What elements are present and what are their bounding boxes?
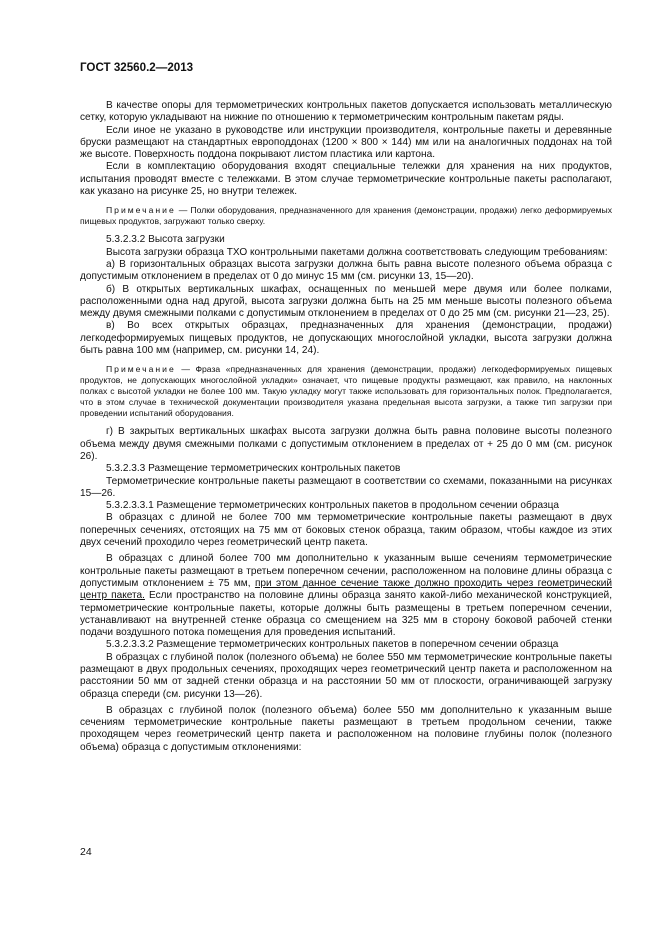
- document-header: ГОСТ 32560.2—2013: [80, 61, 194, 74]
- paragraph: Если иное не указано в руководстве или инструкции производителя, контрольные пакеты и деревянные бруски размещают на стандартных европоддонах (1200 × 800 × 144) мм или на аналогичных поддонах на той же высоте. Поверхность поддона покрывают листом пластика или картона.: [80, 124, 612, 161]
- section-heading: 5.3.2.3.3.1 Размещение термометрических контрольных пакетов в продольном сечении образца: [106, 500, 559, 512]
- paragraph: б) В открытых вертикальных шкафах, оснащенных по меньшей мере двумя или более полками, расположенными одна над другой, высота загрузки должна быть на 25 мм меньше высоты полезного объема между двумя смежными полками с допустимым отклонением в пределах от 0 до 25 мм (см. рисунки 21—23, 25).: [80, 283, 612, 320]
- paragraph: В образцах с длиной не более 700 мм термометрические контрольные пакеты размещают в двух поперечных сечениях, отстоящих на 75 мм от боковых стенок образца, таким образом, чтобы каждое из этих двух сечений проходило через геометрический центр пакета.: [80, 512, 612, 549]
- paragraph: в) Во всех открытых образцах, предназначенных для хранения (демонстрации, продажи) легкодеформируемых пищевых продуктов, не допускающих многослойной укладки, высота загрузки должна быть равна 100 мм (например, см. рисунки 14, 24).: [80, 320, 612, 357]
- section-heading: 5.3.2.3.2 Высота загрузки: [106, 234, 225, 246]
- underlined-text: при этом данное сечение также должно проходить через геометрический центр пакета.: [80, 577, 613, 602]
- paragraph: Если в комплектацию оборудования входят специальные тележки для хранения на них продуктов, испытания проводят вместе с тележками. В этом случае термометрические контрольные пакеты располагают, как указано на рисунке 25, но внутри тележек.: [80, 161, 612, 198]
- paragraph: В качестве опоры для термометрических контрольных пакетов допускается использовать металлическую сетку, которую укладывают на нижние по отношению к термометрическим контрольным пакетам ряды.: [80, 100, 612, 124]
- note-label: Примечание: [106, 205, 176, 216]
- note-label: Примечание: [106, 364, 176, 375]
- section-heading: 5.3.2.3.3 Размещение термометрических контрольных пакетов: [106, 463, 401, 475]
- paragraph: В образцах с глубиной полок (полезного объема) более 550 мм дополнительно к указанным выше сечениям термометрические контрольные пакеты размещают в третьем продольном сечении, также проходящем через геометрический центр пакета и расположенном на половине глубины полок (полезного объема) образца с допустимым отклонениями:: [80, 704, 612, 753]
- paragraph: а) В горизонтальных образцах высота загрузки должна быть равна высоте полезного объема образца с допустимым отклонением в пределах от 0 до минус 15 мм (см. рисунки 13, 15—20).: [80, 258, 612, 283]
- note: [80, 364, 612, 419]
- paragraph: [80, 553, 612, 639]
- page-number: 24: [80, 846, 92, 858]
- paragraph: Высота загрузки образца ТХО контрольными пакетами должна соответствовать следующим требованиям:: [106, 246, 608, 258]
- paragraph-text: Если пространство на половине длины образца занято какой-либо механической конструкцией, термометрические контрольные пакеты, которые должны быть размещены в третьем поперечном сечении, устанавливают на внутренней стенке образца со смещением на 325 мм в сторону боковой рабочей стенки подачи воздушного потока помещения для проведения испытаний.: [80, 590, 613, 639]
- note-text: — Фраза «предназначенных для хранения (демонстрации, продажи) легкодеформируемых пищевых продуктов, не допускающих многослойной укладки» означает, что пищевые продукты размещают, как правило, на наклонных полках с высотой укладки не более 100 мм. Такую укладку могут также использовать для горизонтальных полок. Предполагается, что в этом случае в технической документации производителя указана предельная высота загрузки, а также тип загрузки при проведении испытаний оборудования.: [80, 364, 612, 419]
- document-body: [80, 100, 612, 754]
- paragraph-text: В образцах с длиной более 700 мм дополнительно к указанным выше сечениям термометрические контрольные пакеты размещают в третьем поперечном сечении, расположенном на половине длины образца с допустимым отклонением ± 75 мм,: [80, 553, 612, 589]
- paragraph: Термометрические контрольные пакеты размещают в соответствии со схемами, показанными на рисунках 15—26.: [80, 475, 612, 499]
- section-heading: 5.3.2.3.3.2 Размещение термометрических контрольных пакетов в поперечном сечении образца: [106, 639, 559, 651]
- paragraph: г) В закрытых вертикальных шкафах высота загрузки должна быть равна половине высоты полезного объема между двумя смежными полками с допустимым отклонением в пределах от + 25 до 0 мм (см. рисунок 26).: [80, 426, 612, 462]
- note-text: — Полки оборудования, предназначенного для хранения (демонстрации, продажи) легко деформируемых пищевых продуктов, загружают только сверху.: [80, 205, 612, 227]
- note: [80, 205, 612, 227]
- paragraph: В образцах с глубиной полок (полезного объема) не более 550 мм термометрические контрольные пакеты размещают в двух продольных сечениях, проходящих через геометрический центр пакета и расположенном на расстоянии 50 мм от задней стенки образца и на расстоянии 50 мм от плоскости, ограничивающей загрузку образца спереди (см. рисунки 13—26).: [80, 651, 612, 700]
